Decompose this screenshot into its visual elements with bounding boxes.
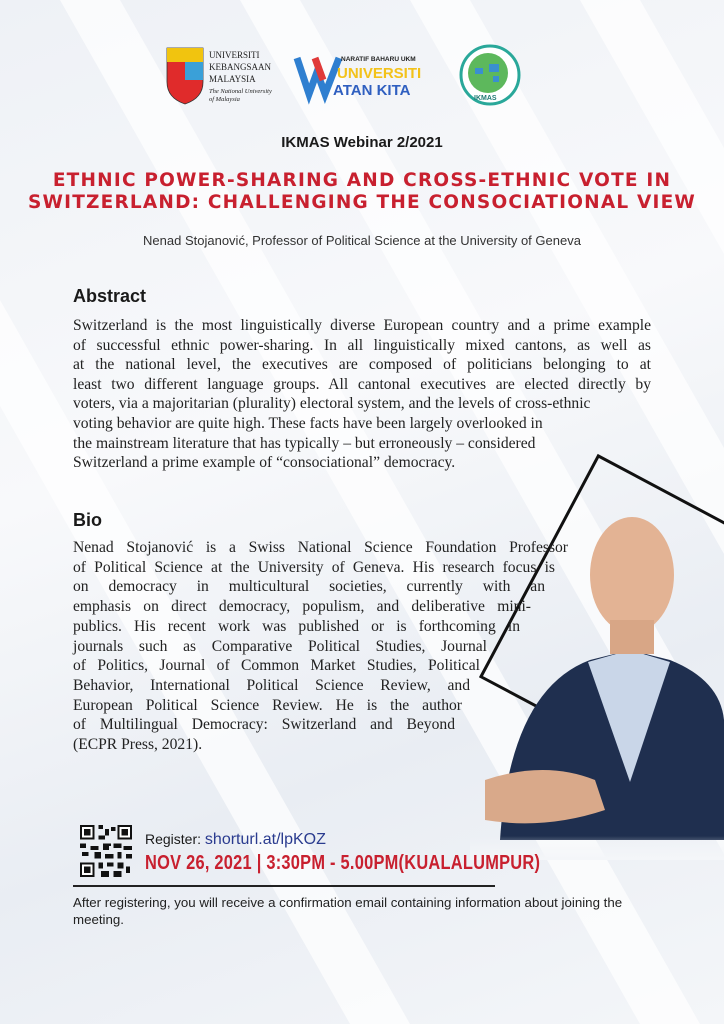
watan-kita-logo [297, 56, 421, 99]
bio-heading: Bio [73, 510, 102, 530]
speaker-line: Nenad Stojanović, Professor of Political Science at the University of Geneva [143, 233, 581, 248]
qr-code-icon[interactable] [80, 825, 132, 877]
abstract-heading: Abstract [73, 286, 147, 306]
svg-text:of Malaysia: of Malaysia [209, 96, 240, 103]
ikmas-logo [461, 46, 519, 104]
svg-text:UNIVERSITI: UNIVERSITI [337, 65, 422, 82]
register-line: Register: shorturl.at/lpKOZ [145, 831, 326, 848]
svg-text:NARATIF BAHARU UKM: NARATIF BAHARU UKM [341, 56, 416, 63]
ukm-logo [167, 48, 272, 104]
svg-text:The National University: The National University [209, 88, 272, 95]
svg-text:KEBANGSAAN: KEBANGSAAN [209, 62, 272, 72]
svg-text:ATAN KITA: ATAN KITA [333, 82, 411, 99]
event-datetime: NOV 26, 2021 | 3:30PM - 5.00PM(KUALALUMPUR) [145, 852, 541, 874]
divider [73, 885, 495, 887]
svg-text:UNIVERSITI: UNIVERSITI [209, 50, 260, 60]
webinar-title: ETHNIC POWER-SHARING AND CROSS-ETHNIC VOTE IN SWITZERLAND: CHALLENGING THE CONSOCIATIONAL VIEW [27, 170, 697, 213]
bio-text: Nenad Stojanović is a Swiss National Science Foundation Professor of Political Science at the University of Geneva. His research focus is on democracy in multicultural societies, currently with an emphasis on direct democracy, populism, and deliberative mini- publics. His recent work was published or is forthcoming in journals such as Comparative Political Studies, Journal of Politics, Journal of Common Market Studies, Political Behavior, International Political Science Review, and European Political Science Review. He is the author of Multilingual Democracy: Switzerland and Beyond (ECPR Press, 2021). [73, 539, 568, 754]
svg-text:IKMAS: IKMAS [474, 95, 497, 102]
registration-note: After registering, you will receive a confirmation email containing information about joining the meeting. [73, 895, 623, 927]
register-link[interactable]: shorturl.at/lpKOZ [204, 831, 326, 848]
svg-text:MALAYSIA: MALAYSIA [209, 74, 256, 84]
abstract-text: Switzerland is the most linguistically diverse European country and a prime example of successful ethnic power-sharing. In all linguistically mixed cantons, as well as at the national level, the executives are composed of politicians belonging to at least two different language groups. All cantonal executives are elected directly by voters, via a majoritarian (plurality) electoral system, and the levels of cross-ethnic voting behavior are quite high. These facts have been largely overlooked in the mainstream literature that has typically – but erroneously – considered Switzerland a prime example of “consociational” democracy. [73, 317, 651, 472]
webinar-series: IKMAS Webinar 2/2021 [281, 134, 443, 151]
logos [165, 44, 545, 106]
